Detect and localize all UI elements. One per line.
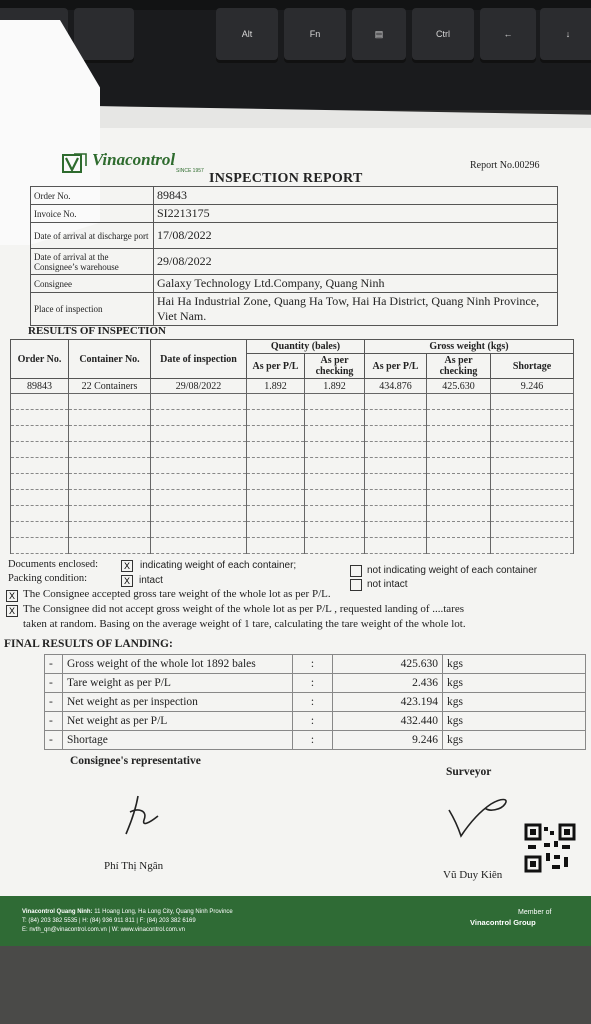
option-indicating-weight: indicating weight of each container; <box>140 560 297 571</box>
table-row <box>11 458 574 474</box>
footer-member-of: Member of <box>518 909 552 916</box>
cell-qty-check: 1.892 <box>305 379 365 394</box>
option-intact: intact <box>139 575 163 586</box>
not-accepted-statement-line2: taken at random. Basing on the average weight of 1 tare, calculating the tare weight of the whole lot. <box>23 618 466 630</box>
report-number: Report No.00296 <box>470 160 540 171</box>
cell-gw-check: 425.630 <box>427 379 491 394</box>
table-row <box>11 490 574 506</box>
report-title: INSPECTION REPORT <box>209 171 363 186</box>
final-dash: - <box>45 731 63 750</box>
consignee-name: Phí Thị Ngân <box>104 860 164 872</box>
key-alt <box>216 8 278 60</box>
surveyor-label: Surveyor <box>446 766 492 778</box>
cell-shortage: 9.246 <box>491 379 574 394</box>
checkbox-not-intact[interactable] <box>350 579 362 591</box>
info-value: 89843 <box>154 187 558 205</box>
header-container-no: Container No. <box>69 340 151 379</box>
final-label: Shortage <box>63 731 293 750</box>
final-unit: kgs <box>443 693 586 712</box>
final-value: 425.630 <box>333 655 443 674</box>
cell-date: 29/08/2022 <box>151 379 247 394</box>
checkbox-not-indicating-weight[interactable] <box>350 565 362 577</box>
final-dash: - <box>45 655 63 674</box>
final-colon: : <box>293 655 333 674</box>
table-row <box>11 426 574 442</box>
final-dash: - <box>45 712 63 731</box>
table-row <box>11 506 574 522</box>
key-ctrl <box>412 8 474 60</box>
final-dash: - <box>45 693 63 712</box>
final-row <box>45 674 586 693</box>
surveyor-signature <box>445 790 525 840</box>
final-colon: : <box>293 731 333 750</box>
option-not-intact: not intact <box>367 579 408 590</box>
final-unit: kgs <box>443 655 586 674</box>
checkbox-indicating-weight[interactable]: X <box>121 560 133 572</box>
final-value: 432.440 <box>333 712 443 731</box>
header-quantity: Quantity (bales) <box>247 340 365 354</box>
table-row <box>11 394 574 410</box>
key-label: Fn <box>309 29 321 39</box>
packing-condition-label: Packing condition: <box>8 573 88 584</box>
surveyor-name: Vũ Duy Kiên <box>443 869 503 881</box>
cell-gw-pl: 434.876 <box>365 379 427 394</box>
arrow-left-icon: ← <box>503 29 513 39</box>
consignee-representative-label: Consignee's representative <box>70 755 201 767</box>
final-results-title: FINAL RESULTS OF LANDING: <box>4 638 173 650</box>
final-value: 2.436 <box>333 674 443 693</box>
menu-icon: ▤ <box>374 28 384 39</box>
table-row <box>11 538 574 554</box>
final-row <box>45 731 586 750</box>
header-qty-as-per-pl: As per P/L <box>247 354 305 379</box>
results-section-title: RESULTS OF INSPECTION <box>28 325 166 337</box>
final-row <box>45 693 586 712</box>
checkbox-intact[interactable]: X <box>121 575 133 587</box>
table-row <box>11 522 574 538</box>
info-label: Consignee <box>31 275 154 293</box>
info-value: Galaxy Technology Ltd.Company, Quang Ninh <box>154 275 558 293</box>
header-shortage: Shortage <box>491 354 574 379</box>
header-gw-as-per-pl: As per P/L <box>365 354 427 379</box>
final-value: 423.194 <box>333 693 443 712</box>
final-dash: - <box>45 674 63 693</box>
logo-text: Vinacontrol <box>92 150 176 169</box>
final-results-table <box>44 654 586 750</box>
cell-qty-pl: 1.892 <box>247 379 305 394</box>
final-unit: kgs <box>443 674 586 693</box>
order-info-table <box>30 186 558 326</box>
accepted-statement: The Consignee accepted gross tare weight of the whole lot as per P/L. <box>23 588 331 600</box>
background-surface <box>0 946 591 1024</box>
footer-bar <box>0 896 591 946</box>
info-label: Place of inspection <box>31 293 154 326</box>
info-value: SI2213175 <box>154 205 558 223</box>
header-order-no: Order No. <box>11 340 69 379</box>
final-colon: : <box>293 693 333 712</box>
final-label: Net weight as per inspection <box>63 693 293 712</box>
not-accepted-statement-line1: The Consignee did not accept gross weight of the whole lot as per P/L , requested landing of ....tares <box>23 603 465 615</box>
header-qty-as-per-checking: As per checking <box>305 354 365 379</box>
header-gw-as-per-checking: As per checking <box>427 354 491 379</box>
info-value: 17/08/2022 <box>154 223 558 249</box>
table-row <box>11 474 574 490</box>
qr-code-icon <box>524 823 576 873</box>
info-label: Date of arrival at discharge port <box>31 223 154 249</box>
info-label: Order No. <box>31 187 154 205</box>
header-gross-weight: Gross weight (kgs) <box>365 340 574 354</box>
cell-container-no: 22 Containers <box>69 379 151 394</box>
footer-company: Vinacontrol Quang Ninh: <box>22 909 93 915</box>
final-label: Tare weight as per P/L <box>63 674 293 693</box>
table-row <box>11 442 574 458</box>
info-label: Invoice No. <box>31 205 154 223</box>
option-not-indicating-weight: not indicating weight of each container <box>367 565 538 576</box>
footer-phones: T: (84) 203 382 5535 | H: (84) 936 911 811 | F: (84) 203 382 6169 <box>22 918 196 924</box>
final-unit: kgs <box>443 712 586 731</box>
final-row <box>45 655 586 674</box>
key-left <box>480 8 536 60</box>
key-label: Alt <box>241 29 253 39</box>
consignee-signature <box>118 790 168 840</box>
final-colon: : <box>293 712 333 731</box>
final-label: Net weight as per P/L <box>63 712 293 731</box>
final-label: Gross weight of the whole lot 1892 bales <box>63 655 293 674</box>
header-date-of-inspection: Date of inspection <box>151 340 247 379</box>
info-value: Hai Ha Industrial Zone, Quang Ha Tow, Hai Ha District, Quang Ninh Province, Viet Nam. <box>154 293 558 326</box>
vinacontrol-logo-icon <box>62 152 88 174</box>
key-menu <box>352 8 406 60</box>
table-row <box>11 379 574 394</box>
info-label: Date of arrival at the Consignee’s warehouse <box>31 249 154 275</box>
footer-group: Vinacontrol Group <box>470 918 536 927</box>
checkbox-accepted[interactable]: X <box>6 590 18 602</box>
final-value: 9.246 <box>333 731 443 750</box>
footer-contacts: E: nvth_qn@vinacontrol.com.vn | W: www.vinacontrol.com.vn <box>22 927 185 933</box>
key-label: Ctrl <box>436 29 450 39</box>
key-blank <box>74 8 134 60</box>
documents-enclosed-label: Documents enclosed: <box>8 559 99 570</box>
footer-address: 11 Hoang Long, Ha Long City, Quang Ninh Province <box>94 909 233 915</box>
key-down <box>540 8 591 60</box>
final-colon: : <box>293 674 333 693</box>
logo-since: SINCE 1957 <box>176 168 204 174</box>
cell-order-no: 89843 <box>11 379 69 394</box>
key-fn <box>284 8 346 60</box>
final-unit: kgs <box>443 731 586 750</box>
info-value: 29/08/2022 <box>154 249 558 275</box>
results-table <box>10 339 574 554</box>
checkbox-not-accepted[interactable]: X <box>6 605 18 617</box>
final-row <box>45 712 586 731</box>
arrow-down-icon: ↓ <box>565 29 571 39</box>
table-row <box>11 410 574 426</box>
footer-address-line <box>22 909 233 915</box>
